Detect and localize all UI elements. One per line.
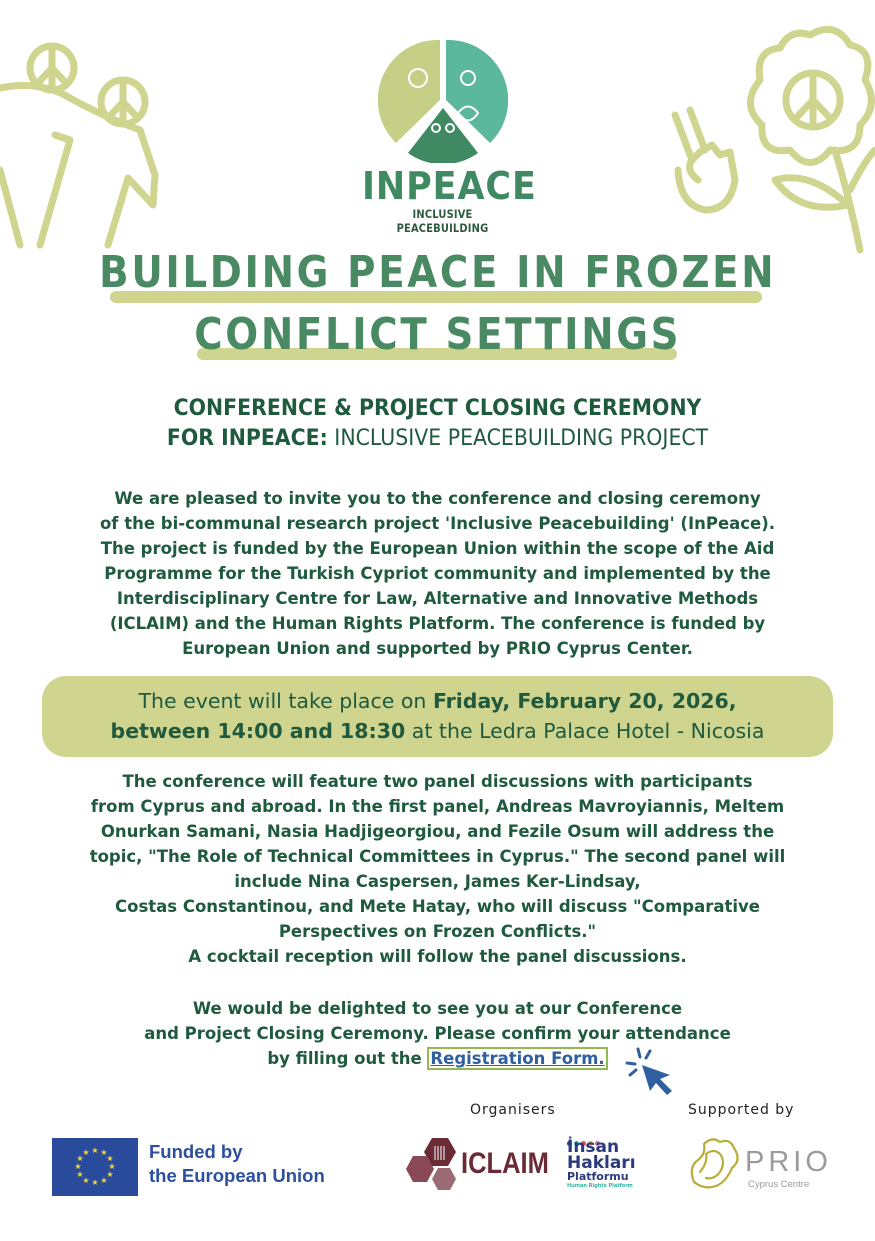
iclaim-wordmark: ICLAIM: [461, 1147, 549, 1180]
closing-paragraph: [0, 996, 875, 1071]
prio-subtitle: Cyprus Centre: [748, 1179, 810, 1190]
panels-line: Onurkan Samani, Nasia Hadjigeorgiou, and Fezile Osum will address the: [100, 822, 775, 841]
subheading: [31, 394, 845, 454]
closing-line: and Project Closing Ceremony. Please confirm your attendance: [144, 1024, 731, 1043]
event-line-1: The event will take place on Friday, February 20, 2026,: [138, 689, 737, 713]
subheading-line-2: FOR INPEACE: INCLUSIVE PEACEBUILDING PROJECT: [166, 426, 709, 451]
svg-text:★: ★: [100, 1176, 108, 1185]
page-title: BUILDING PEACE IN FROZEN: [98, 247, 777, 298]
svg-text:★: ★: [82, 1176, 90, 1185]
svg-text:★: ★: [106, 1170, 114, 1179]
intro-line: The project is funded by the European Union within the scope of the Aid: [100, 539, 775, 558]
event-location: at the Ledra Palace Hotel - Nicosia: [405, 719, 765, 743]
svg-text:★: ★: [91, 1146, 99, 1155]
panels-line: include Nina Caspersen, James Ker-Lindsay,: [234, 872, 641, 891]
subheading-line-1: CONFERENCE & PROJECT CLOSING CEREMONY: [173, 396, 702, 421]
title-line-1: [0, 248, 875, 298]
event-time: between 14:00 and 18:30: [110, 719, 406, 743]
logo-subtitle: INCLUSIVE PEACEBUILDING: [396, 207, 489, 235]
svg-text:★: ★: [74, 1162, 82, 1171]
intro-paragraph: [0, 486, 875, 661]
title-line-2: [0, 310, 875, 360]
panels-line: topic, "The Role of Technical Committees in Cyprus." The second panel will: [89, 847, 786, 866]
prio-cyprus-map-icon: [686, 1132, 746, 1192]
intro-line: European Union and supported by PRIO Cyprus Center.: [182, 639, 693, 658]
intro-line: Programme for the Turkish Cypriot community and implemented by the: [104, 564, 771, 583]
svg-text:★: ★: [76, 1170, 84, 1179]
closing-line: by filling out the Registration Form.: [0, 1046, 875, 1071]
intro-line: Interdisciplinary Centre for Law, Alternative and Innovative Methods: [116, 589, 759, 608]
eu-funding-text: Funded by the European Union: [149, 1141, 325, 1186]
holding-hands-peace-icon: [0, 30, 200, 250]
svg-text:★: ★: [82, 1148, 90, 1157]
intro-line: of the bi-communal research project 'Inclusive Peacebuilding' (InPeace).: [99, 514, 776, 533]
panels-line: from Cyprus and abroad. In the first panel, Andreas Mavroyiannis, Meltem: [90, 797, 785, 816]
logo-wordmark: INPEACE: [362, 164, 537, 208]
panels-line: A cocktail reception will follow the panel discussions.: [188, 947, 687, 966]
click-cursor-icon: [624, 1045, 678, 1097]
supported-by-label: Supported by: [688, 1102, 795, 1118]
svg-text:★: ★: [76, 1154, 84, 1163]
event-line-2: [42, 716, 833, 746]
intro-line: We are pleased to invite you to the conference and closing ceremony: [114, 489, 761, 508]
panels-line: Perspectives on Frozen Conflicts.": [278, 922, 597, 941]
inpeace-logo: [355, 38, 537, 235]
prio-wordmark: PRIO: [745, 1146, 832, 1178]
panels-line: Costas Constantinou, and Mete Hatay, who will discuss "Comparative: [115, 897, 760, 916]
organisers-label: Organisers: [470, 1102, 556, 1118]
svg-text:★: ★: [91, 1178, 99, 1187]
panels-paragraph: [0, 769, 875, 969]
event-details-box: [42, 676, 833, 757]
peace-hand-flower-icon: [650, 20, 875, 260]
human-rights-platform-logo: İnsan Hakları Platformu Human Rights Platform: [567, 1131, 657, 1189]
page-title-continued: CONFLICT SETTINGS: [194, 309, 681, 360]
svg-text:★: ★: [100, 1148, 108, 1157]
svg-text:★: ★: [106, 1154, 114, 1163]
panels-line: The conference will feature two panel discussions with participants: [122, 772, 753, 791]
event-date: Friday, February 20, 2026,: [432, 689, 737, 713]
eu-flag-icon: [52, 1138, 138, 1196]
peace-sign-logo-icon: [378, 38, 508, 163]
intro-line: (ICLAIM) and the Human Rights Platform. The conference is funded by: [109, 614, 766, 633]
registration-form-link[interactable]: Registration Form.: [427, 1047, 607, 1070]
closing-line: We would be delighted to see you at our Conference: [192, 999, 683, 1018]
svg-text:★: ★: [108, 1162, 116, 1171]
